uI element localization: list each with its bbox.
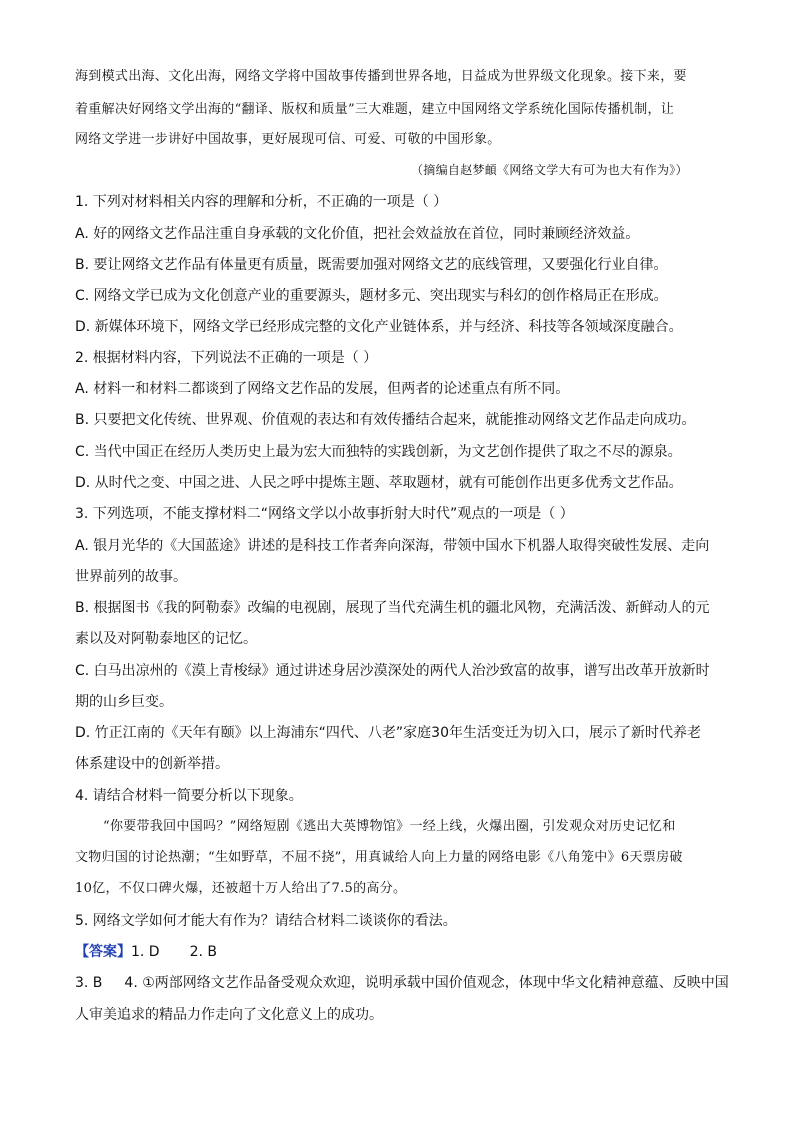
q3-option-d-line2: 体系建设中的创新举措。	[75, 756, 229, 772]
q2-option-d: D. 从时代之变、中国之进、人民之呼中提炼主题、萃取题材，就有可能创作出更多优秀文艺作品。	[75, 475, 683, 491]
q4-stem: 4. 请结合材料一简要分析以下现象。	[75, 788, 303, 804]
q3-option-b-line1: B. 根据图书《我的阿勒泰》改编的电视剧，展现了当代充满生机的疆北风物，充满活泼、新鲜动人的元	[75, 600, 710, 616]
q3-option-a-line2: 世界前列的故事。	[75, 569, 187, 585]
q3-option-c-line2: 期的山乡巨变。	[75, 694, 173, 710]
q3-option-a-line1: A. 银月光华的《大国蓝途》讲述的是科技工作者奔向深海，带领中国水下机器人取得突破性发展、走向	[75, 538, 710, 554]
q5-stem: 5. 网络文学如何才能大有作为？请结合材料二谈谈你的看法。	[75, 913, 457, 929]
q3-stem: 3. 下列选项，不能支撑材料二“网络文学以小故事折射大时代”观点的一项是（ ）	[75, 506, 574, 522]
q2-option-b: B. 只要把文化传统、世界观、价值观的表达和有效传播结合起来，就能推动网络文艺作品走向成功。	[75, 412, 696, 428]
q2-stem: 2. 根据材料内容，下列说法不正确的一项是（ ）	[75, 350, 378, 366]
q1-stem: 1. 下列对材料相关内容的理解和分析，不正确的一项是（ ）	[75, 194, 448, 210]
answer-line-2	[75, 974, 729, 992]
answer-tag: 【答案】	[75, 944, 131, 960]
q3-option-b-line2: 素以及对阿勒泰地区的记忆。	[75, 631, 257, 647]
answer-4-line2: 人审美追求的精品力作走向了文化意义上的成功。	[75, 1007, 383, 1023]
answer-line-1	[75, 943, 217, 961]
answer-1: 1. D	[131, 944, 160, 960]
q3-option-c-line1: C. 白马出凉州的《漠上青梭绿》通过讲述身居沙漠深处的两代人治沙致富的故事，谱写出改革开放新时	[75, 663, 710, 679]
q1-option-c: C. 网络文学已成为文化创意产业的重要源头，题材多元、突出现实与科幻的创作格局正在形成。	[75, 288, 668, 304]
answer-3: 3. B	[75, 975, 103, 991]
passage-line-1: 海到模式出海、文化出海，网络文学将中国故事传播到世界各地，日益成为世界级文化现象。接下来，要	[75, 69, 687, 84]
passage-source: （摘编自赵梦頔《网络文学大有可为也大有作为》）	[411, 163, 688, 177]
q2-option-c: C. 当代中国正在经历人类历史上最为宏大而独特的实践创新，为文艺创作提供了取之不尽的源泉。	[75, 444, 682, 460]
q4-material-line2: 文物归国的讨论热潮；“生如野草，不屈不挠”，用真诚给人向上力量的网络电影《八角笼中》6天票房破	[75, 850, 683, 865]
q1-option-d: D. 新媒体环境下，网络文学已经形成完整的文化产业链体系，并与经济、科技等各领域深度融合。	[75, 319, 683, 335]
passage-line-2: 着重解决好网络文学出海的“翻译、版权和质量”三大难题，建立中国网络文学系统化国际传播机制，让	[75, 102, 675, 117]
q2-option-a: A. 材料一和材料二都谈到了网络文艺作品的发展，但两者的论述重点有所不同。	[75, 381, 570, 397]
q3-option-d-line1: D. 竹正江南的《天年有颐》以上海浦东“四代、八老”家庭30年生活变迁为切入口，展示了新时代养老	[75, 725, 701, 741]
q4-material-line1: “你要带我回中国吗？”网络短剧《逃出大英博物馆》一经上线，火爆出圈，引发观众对历史记忆和	[103, 819, 676, 834]
answer-4-line1: 4. ①两部网络文艺作品备受观众欢迎，说明承载中国价值观念，体现中华文化精神意蕴、反映中国	[124, 975, 729, 991]
passage-line-3: 网络文学进一步讲好中国故事，更好展现可信、可爱、可敬的中国形象。	[75, 132, 501, 147]
q4-material-line3: 10亿，不仅口碑火爆，还被超十万人给出了7.5的高分。	[75, 881, 407, 896]
q1-option-b: B. 要让网络文艺作品有体量更有质量，既需要加强对网络文艺的底线管理，又要强化行业自律。	[75, 257, 668, 273]
q1-option-a: A. 好的网络文艺作品注重自身承载的文化价值，把社会效益放在首位，同时兼顾经济效益。	[75, 226, 640, 242]
answer-2: 2. B	[189, 944, 218, 960]
